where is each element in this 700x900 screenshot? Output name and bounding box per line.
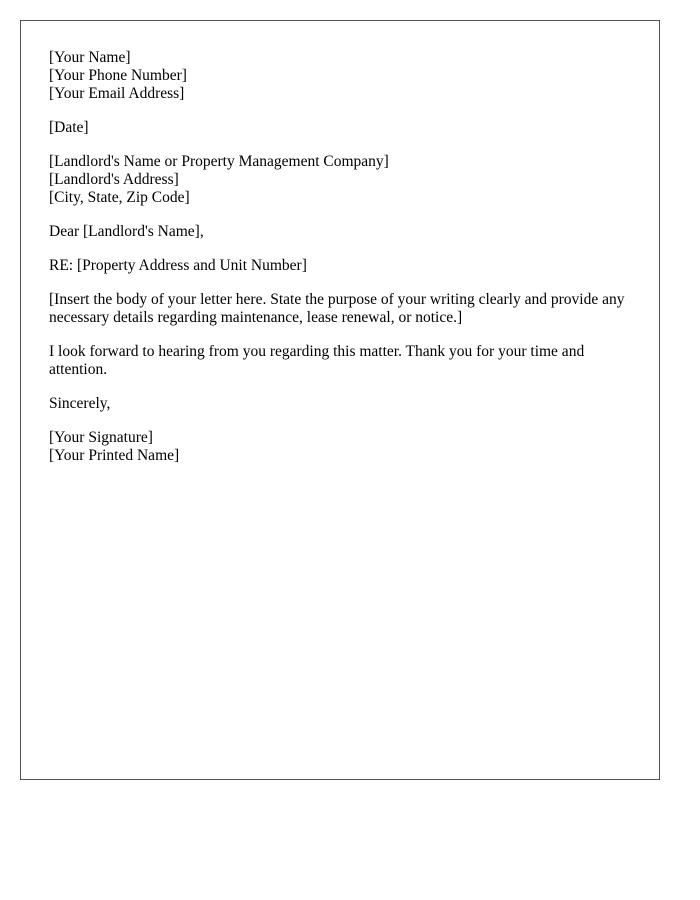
sender-block [49, 49, 629, 103]
recipient-block [49, 153, 629, 207]
signature: [Your Signature] [49, 429, 153, 446]
recipient-city-state-zip: [City, State, Zip Code] [49, 189, 190, 206]
body-block [49, 291, 629, 327]
closing-paragraph-block [49, 343, 629, 379]
sender-name: [Your Name] [49, 49, 131, 66]
subject-block [49, 257, 629, 275]
closing-paragraph: I look forward to hearing from you regarding this matter. Thank you for your time and attention. [49, 343, 585, 378]
salutation-block [49, 223, 629, 241]
closing-block [49, 395, 629, 413]
recipient-name: [Landlord's Name or Property Management Company] [49, 153, 389, 170]
sender-phone: [Your Phone Number] [49, 67, 187, 84]
body-paragraph: [Insert the body of your letter here. State the purpose of your writing clearly and provide any necessary details regarding maintenance, lease renewal, or notice.] [49, 291, 625, 326]
printed-name: [Your Printed Name] [49, 447, 180, 464]
signature-block [49, 429, 629, 465]
date-block [49, 119, 629, 137]
subject-line: RE: [Property Address and Unit Number] [49, 257, 307, 274]
closing: Sincerely, [49, 395, 111, 412]
recipient-address: [Landlord's Address] [49, 171, 179, 188]
sender-email: [Your Email Address] [49, 85, 185, 102]
letter-page [20, 20, 660, 780]
letter-date: [Date] [49, 119, 89, 136]
salutation: Dear [Landlord's Name], [49, 223, 204, 240]
letter-content [49, 49, 629, 481]
